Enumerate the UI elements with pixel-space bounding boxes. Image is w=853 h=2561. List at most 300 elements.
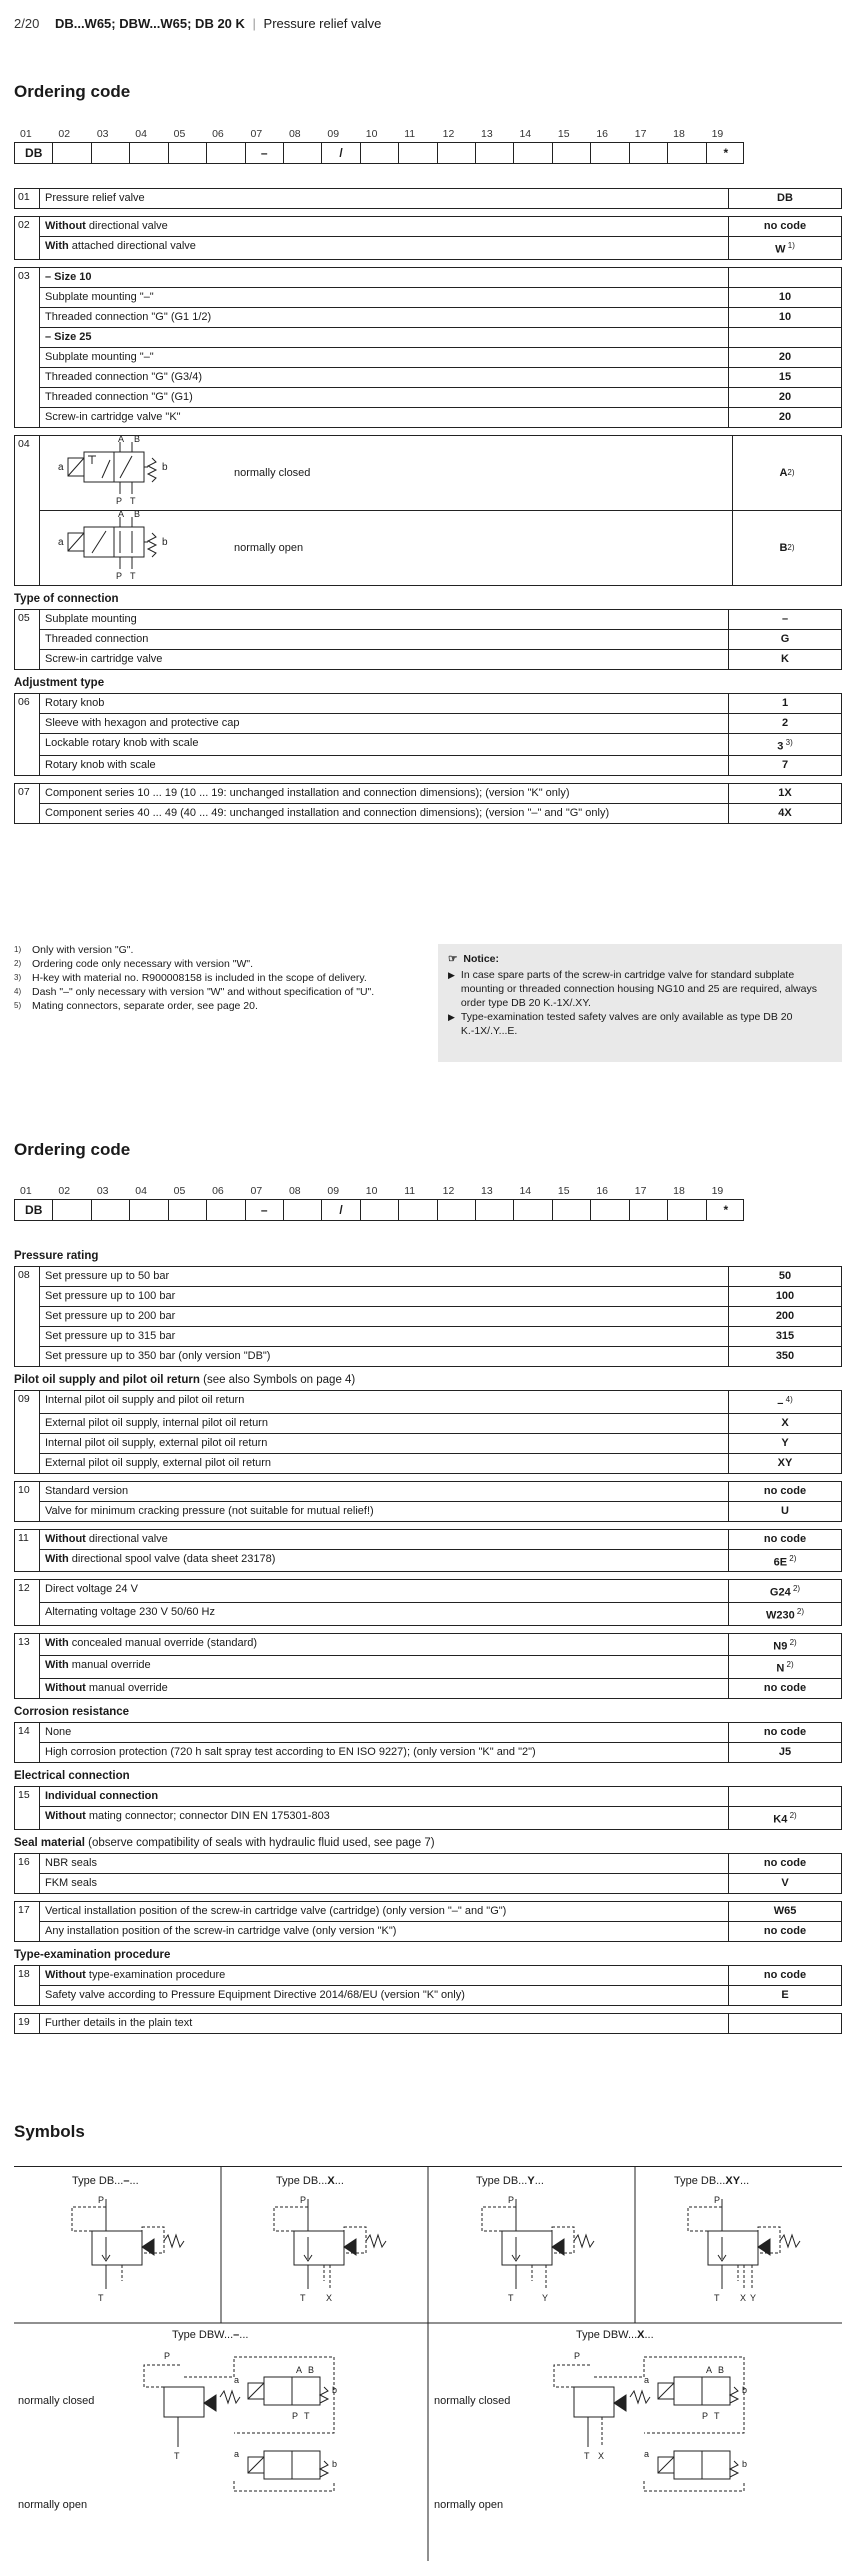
code-row — [40, 694, 841, 714]
notice-item: In case spare parts of the screw-in cartridge valve for standard subplate mounting or threaded connection housing NG10 and 25 are required, always order type DB 20 K.-1X/.XY. — [460, 969, 817, 1009]
code-position-13: 13 — [481, 1185, 493, 1197]
code-row — [40, 610, 841, 630]
code-row — [40, 1502, 841, 1521]
relief-valve-symbol — [688, 2195, 800, 2303]
code-row — [40, 1634, 841, 1657]
option-code — [729, 1787, 841, 1806]
code-position-05: 05 — [173, 128, 186, 140]
option-label: Screw-in cartridge valve "K" — [40, 408, 729, 427]
code-cell — [169, 1200, 207, 1220]
option-code: 15 — [778, 370, 792, 383]
notice-box: ☞ Notice: ▶ In case spare parts of the screw-in cartridge valve for standard subplate mounting or threaded connection housing NG10 and 25 are required, always order type DB 20 K.-1X/.XY. ▶ Type-examination tested safety valves are only available as type DB 20 K.-1X/.Y...E. — [438, 944, 842, 1062]
svg-text:X: X — [740, 2293, 747, 2303]
svg-text:A: A — [118, 434, 125, 445]
code-position-02: 02 — [58, 128, 71, 140]
option-code: K4 $^{2)}$ — [773, 1810, 797, 1826]
svg-text:P: P — [116, 571, 123, 582]
code-row — [40, 217, 841, 237]
option-code: no code — [763, 220, 807, 232]
option-code: 1 — [781, 696, 789, 709]
code-cell — [284, 1200, 322, 1220]
code-cell — [630, 1200, 668, 1220]
group-12 — [14, 1579, 842, 1625]
option-label: Without directional valve — [40, 217, 729, 236]
option-label: Threaded connection "G" (G1 1/2) — [40, 308, 729, 327]
group-number: 06 — [15, 694, 40, 776]
svg-text:Y: Y — [542, 2293, 549, 2303]
group-16 — [14, 1853, 842, 1894]
option-label: Internal pilot oil supply and pilot oil return — [40, 1391, 729, 1413]
heading-type-examination: Type-examination procedure — [14, 1948, 171, 1961]
option-code — [729, 328, 841, 347]
code-row — [40, 511, 841, 585]
option-label: normally closed — [234, 466, 311, 479]
svg-text:B: B — [134, 509, 141, 520]
code-row — [40, 1530, 841, 1550]
dbw-symbol-open — [234, 2449, 337, 2491]
svg-text:T: T — [174, 2451, 180, 2461]
svg-text:a: a — [58, 537, 64, 549]
code-row — [40, 1902, 841, 1922]
code-position-13: 13 — [481, 128, 493, 140]
option-code: W230 $^{2)}$ — [765, 1606, 805, 1622]
option-label: Rotary knob — [40, 694, 729, 713]
code-position-09: 09 — [327, 1185, 340, 1197]
code-cell: / — [322, 1200, 360, 1220]
code-cell — [92, 1200, 130, 1220]
option-code: no code — [763, 1532, 807, 1545]
dbw-symbol — [144, 2351, 337, 2461]
code-cell: – — [246, 1200, 284, 1220]
code-row — [40, 1874, 841, 1893]
notice-icon: ☞ — [448, 953, 458, 965]
group-17 — [14, 1901, 842, 1942]
group-number: 01 — [15, 189, 40, 208]
svg-text:b: b — [742, 2385, 748, 2395]
code-row — [40, 1922, 841, 1941]
code-position-18: 18 — [673, 128, 685, 140]
group-number: 12 — [15, 1580, 40, 1624]
ordering-code-bar — [14, 142, 744, 164]
code-cell — [169, 143, 207, 163]
code-row — [40, 189, 841, 208]
svg-text:b: b — [332, 2459, 338, 2469]
code-position-11: 11 — [404, 128, 416, 140]
page-number: 2/20 — [14, 16, 40, 31]
group-15 — [14, 1786, 842, 1830]
code-position-01: 01 — [20, 128, 32, 140]
group-08 — [14, 1266, 842, 1367]
code-row — [40, 630, 841, 650]
svg-text:T: T — [98, 2293, 104, 2303]
code-row — [40, 1743, 841, 1762]
code-row — [40, 1327, 841, 1347]
label-normally-open: normally open — [18, 2499, 88, 2511]
option-code: N9 $^{2)}$ — [773, 1637, 797, 1653]
valve-symbol-normally-closed — [54, 434, 214, 508]
code-cell — [476, 1200, 514, 1220]
option-label: Vertical installation position of the screw-in cartridge valve (cartridge) (only version "–" and "G") — [40, 1902, 729, 1921]
option-label: With directional spool valve (data sheet 23178) — [40, 1550, 729, 1572]
option-label: Pressure relief valve — [40, 189, 729, 208]
code-position-03: 03 — [96, 128, 109, 140]
svg-text:P: P — [98, 2195, 105, 2205]
group-09 — [14, 1390, 842, 1474]
symbol-caption-dbw: Type DBW...–... — [172, 2329, 249, 2341]
option-code: 20 — [778, 390, 792, 403]
code-cell — [591, 143, 629, 163]
code-row — [40, 1482, 841, 1502]
group-01 — [14, 188, 842, 209]
code-position-03: 03 — [96, 1185, 109, 1197]
code-row — [40, 288, 841, 308]
option-code: B 2) — [732, 511, 841, 585]
option-label: Any installation position of the screw-in cartridge valve (only version "K") — [40, 1922, 729, 1941]
code-cell — [399, 143, 437, 163]
group-11 — [14, 1529, 842, 1573]
footnotes — [14, 943, 414, 1013]
option-label: Threaded connection "G" (G3/4) — [40, 368, 729, 387]
code-position-02: 02 — [58, 1185, 71, 1197]
option-code: no code — [763, 1856, 807, 1869]
code-row — [40, 1807, 841, 1829]
code-row — [40, 368, 841, 388]
ordering-code-table-1 — [14, 188, 842, 831]
option-code: 4X — [778, 807, 792, 820]
code-position-18: 18 — [673, 1185, 685, 1197]
code-row — [40, 1854, 841, 1874]
code-position-19: 19 — [711, 128, 724, 140]
code-cell — [361, 1200, 399, 1220]
option-label: Set pressure up to 315 bar — [40, 1327, 729, 1346]
label-normally-open: normally open — [434, 2499, 504, 2511]
heading-type-of-connection: Type of connection — [14, 592, 119, 605]
option-label: Safety valve according to Pressure Equipment Directive 2014/68/EU (version "K" only) — [40, 1986, 729, 2005]
group-10 — [14, 1481, 842, 1522]
option-label: Internal pilot oil supply, external pilot oil return — [40, 1434, 729, 1453]
option-code: 10 — [778, 310, 792, 323]
code-cell — [591, 1200, 629, 1220]
code-row — [40, 388, 841, 408]
option-code: 1X — [778, 787, 792, 800]
group-number: 04 — [15, 436, 40, 585]
option-label: With concealed manual override (standard) — [40, 1634, 729, 1656]
section-title-ordering-code-1: Ordering code — [14, 82, 131, 101]
option-label: None — [40, 1723, 729, 1742]
option-label: Further details in the plain text — [40, 2014, 729, 2033]
option-label: Standard version — [40, 1482, 729, 1501]
code-position-08: 08 — [288, 128, 301, 140]
option-code: V — [781, 1876, 789, 1889]
option-code: no code — [763, 1484, 807, 1497]
option-label: External pilot oil supply, external pilot oil return — [40, 1454, 729, 1473]
code-cell — [399, 1200, 437, 1220]
code-cell — [130, 1200, 168, 1220]
label-normally-closed: normally closed — [434, 2395, 511, 2407]
option-code: N $^{2)}$ — [776, 1660, 794, 1675]
code-row — [40, 1679, 841, 1698]
svg-text:B: B — [134, 434, 141, 445]
section-title-ordering-code-2: Ordering code — [14, 1140, 131, 1159]
code-row — [40, 650, 841, 669]
code-position-17: 17 — [634, 1185, 647, 1197]
svg-text:b: b — [162, 462, 168, 474]
code-position-12: 12 — [442, 1185, 455, 1197]
code-row — [40, 1603, 841, 1625]
code-row — [40, 784, 841, 804]
option-code: E — [781, 1988, 789, 2001]
code-row — [40, 1580, 841, 1603]
option-label: Set pressure up to 200 bar — [40, 1307, 729, 1326]
option-code: 6E $^{2)}$ — [773, 1553, 797, 1569]
group-number: 18 — [15, 1966, 40, 2005]
group-number: 11 — [15, 1530, 40, 1572]
svg-text:a: a — [644, 2449, 650, 2459]
code-cell — [53, 143, 91, 163]
option-label: Without mating connector; connector DIN EN 175301-803 — [40, 1807, 729, 1829]
option-label: High corrosion protection (720 h salt spray test according to EN ISO 9227); (only version "K" and "2") — [40, 1743, 729, 1762]
code-row — [40, 408, 841, 427]
code-position-10: 10 — [365, 1185, 378, 1197]
code-position-19: 19 — [711, 1185, 724, 1197]
group-number: 02 — [15, 217, 40, 259]
svg-text:P: P — [508, 2195, 515, 2205]
option-code: DB — [777, 192, 793, 204]
code-position-14: 14 — [519, 128, 532, 140]
svg-text:T: T — [130, 571, 136, 582]
code-row — [40, 2014, 841, 2033]
code-position-numbers — [18, 128, 748, 140]
code-cell: * — [723, 146, 729, 160]
option-code: W65 — [773, 1904, 797, 1917]
code-cell: – — [246, 143, 284, 163]
svg-text:P: P — [714, 2195, 721, 2205]
heading-adjustment-type: Adjustment type — [14, 676, 105, 689]
group-04 — [14, 435, 842, 586]
option-label: Individual connection — [40, 1787, 729, 1806]
group-number: 14 — [15, 1723, 40, 1762]
code-cell — [668, 143, 706, 163]
group-number: 16 — [15, 1854, 40, 1893]
symbol-caption-db-y: Type DB...Y... — [476, 2175, 544, 2187]
svg-text:A: A — [706, 2365, 713, 2375]
option-code: U — [781, 1504, 789, 1517]
code-cell — [438, 143, 476, 163]
page-header — [14, 16, 381, 31]
code-cell — [207, 1200, 245, 1220]
code-position-07: 07 — [250, 128, 263, 140]
notice-title: Notice: — [463, 953, 500, 965]
code-row — [40, 1307, 841, 1327]
option-code: K — [781, 652, 789, 665]
option-code: 200 — [775, 1310, 795, 1322]
option-code: 2 — [781, 716, 789, 729]
group-number: 17 — [15, 1902, 40, 1941]
code-cell — [553, 143, 591, 163]
svg-text:T: T — [714, 2293, 720, 2303]
option-label: NBR seals — [40, 1854, 729, 1873]
svg-text:Y: Y — [750, 2293, 757, 2303]
group-number: 03 — [15, 268, 40, 427]
option-code: A 2) — [732, 436, 841, 510]
ordering-code-table-2 — [14, 1245, 842, 2041]
option-label: Subplate mounting — [40, 610, 729, 629]
ordering-code-bar — [14, 1199, 744, 1221]
heading-pressure-rating: Pressure rating — [14, 1250, 99, 1262]
option-code — [729, 2014, 841, 2033]
code-row — [40, 1656, 841, 1679]
group-19 — [14, 2013, 842, 2034]
svg-text:T: T — [304, 2411, 310, 2421]
code-position-06: 06 — [212, 128, 224, 140]
code-position-16: 16 — [596, 128, 608, 140]
symbol-caption-db: Type DB...–... — [72, 2175, 139, 2187]
code-cell — [514, 143, 552, 163]
code-cell — [630, 143, 668, 163]
option-label: normally open — [234, 541, 304, 554]
svg-text:X: X — [598, 2451, 605, 2461]
code-row — [40, 1287, 841, 1307]
option-label: With manual override — [40, 1656, 729, 1678]
svg-text:T: T — [714, 2411, 720, 2421]
code-position-16: 16 — [596, 1185, 608, 1197]
option-code: J5 — [778, 1745, 792, 1758]
symbols-grid — [14, 2166, 842, 2561]
svg-text:P: P — [292, 2411, 299, 2421]
group-number: 05 — [15, 610, 40, 669]
option-code: no code — [763, 1968, 807, 1981]
code-row — [40, 1550, 841, 1572]
code-cell — [668, 1200, 706, 1220]
svg-text:b: b — [742, 2459, 748, 2469]
option-label: Alternating voltage 230 V 50/60 Hz — [40, 1603, 729, 1625]
svg-text:T: T — [300, 2293, 306, 2303]
code-position-05: 05 — [173, 1185, 186, 1197]
option-code: 100 — [775, 1290, 795, 1302]
symbol-caption-db-xy: Type DB...XY... — [674, 2175, 750, 2187]
heading-seal-material: Seal material (observe compatibility of seals with hydraulic fluid used, see page 7) — [14, 1836, 435, 1849]
footnote: 5) Mating connectors, separate order, see page 20. — [14, 1000, 258, 1012]
option-label: Lockable rotary knob with scale — [40, 734, 729, 756]
svg-text:P: P — [702, 2411, 709, 2421]
svg-text:a: a — [644, 2375, 650, 2385]
relief-valve-symbol — [274, 2195, 386, 2303]
footnote: 1) Only with version "G". — [14, 944, 134, 956]
option-label: – Size 10 — [40, 268, 729, 287]
option-code: 20 — [778, 410, 792, 423]
option-code: no code — [763, 1924, 807, 1937]
svg-text:T: T — [584, 2451, 590, 2461]
group-number: 10 — [15, 1482, 40, 1521]
code-cell — [207, 143, 245, 163]
option-label: Without directional valve — [40, 1530, 729, 1549]
option-code: 20 — [778, 350, 792, 363]
svg-text:T: T — [130, 496, 136, 507]
option-code: – — [781, 612, 789, 625]
svg-text:P: P — [300, 2195, 307, 2205]
footnote: 3) H-key with material no. R900008158 is included in the scope of delivery. — [14, 972, 367, 984]
code-position-09: 09 — [327, 128, 340, 140]
code-row — [40, 237, 841, 259]
option-label: Without manual override — [40, 1679, 729, 1698]
option-label: Without type-examination procedure — [40, 1966, 729, 1985]
group-06 — [14, 693, 842, 777]
code-row — [40, 1966, 841, 1986]
heading-electrical-connection: Electrical connection — [14, 1769, 130, 1782]
option-label: Set pressure up to 100 bar — [40, 1287, 729, 1306]
code-cell — [553, 1200, 591, 1220]
code-row — [40, 436, 841, 511]
option-code: X — [781, 1416, 789, 1429]
label-normally-closed: normally closed — [18, 2395, 95, 2407]
option-code: XY — [777, 1456, 793, 1469]
group-03 — [14, 267, 842, 428]
option-label: Subplate mounting "–" — [40, 288, 729, 307]
notice-item: Type-examination tested safety valves are only available as type DB 20 K.-1X/.Y...E. — [460, 1011, 793, 1037]
svg-text:X: X — [326, 2293, 333, 2303]
code-position-15: 15 — [557, 128, 570, 140]
symbols-drawing — [14, 2167, 842, 2561]
option-label: FKM seals — [40, 1874, 729, 1893]
code-row — [40, 1347, 841, 1366]
group-number: 07 — [15, 784, 40, 823]
option-label: Direct voltage 24 V — [40, 1580, 729, 1602]
option-code: 3 $^{3)}$ — [777, 737, 793, 753]
option-code: – $^{4)}$ — [777, 1395, 793, 1410]
group-number: 09 — [15, 1391, 40, 1473]
group-13 — [14, 1633, 842, 1699]
option-label: Sleeve with hexagon and protective cap — [40, 714, 729, 733]
option-code: 50 — [778, 1270, 792, 1282]
symbol-caption-db-x: Type DB...X... — [276, 2175, 344, 2187]
code-row — [40, 756, 841, 775]
option-label: Set pressure up to 350 bar (only version "DB") — [40, 1347, 729, 1366]
svg-text:B: B — [718, 2365, 725, 2375]
group-number: 15 — [15, 1787, 40, 1829]
option-code: G — [780, 632, 790, 645]
dbw-symbol — [554, 2351, 747, 2461]
group-07 — [14, 783, 842, 824]
group-18 — [14, 1965, 842, 2006]
code-row — [40, 348, 841, 368]
option-label: Component series 10 ... 19 (10 ... 19: unchanged installation and connection dimensions); (version "K" only) — [40, 784, 729, 803]
svg-text:b: b — [332, 2385, 338, 2395]
option-label: Rotary knob with scale — [40, 756, 729, 775]
code-cell — [284, 143, 322, 163]
code-cell — [361, 143, 399, 163]
option-label: With attached directional valve — [40, 237, 729, 259]
code-position-14: 14 — [519, 1185, 532, 1197]
valve-symbol-normally-open — [54, 509, 214, 583]
svg-text:a: a — [234, 2449, 240, 2459]
option-code: G24 $^{2)}$ — [769, 1584, 801, 1599]
option-code: 315 — [775, 1330, 795, 1342]
option-label: Valve for minimum cracking pressure (not suitable for mutual relief!) — [40, 1502, 729, 1521]
code-position-11: 11 — [404, 1185, 416, 1197]
code-position-07: 07 — [250, 1185, 263, 1197]
group-number: 08 — [15, 1267, 40, 1366]
footnote: 4) Dash "–" only necessary with version "W" and without specification of "U". — [14, 986, 375, 998]
code-cell — [92, 143, 130, 163]
code-position-10: 10 — [365, 128, 378, 140]
group-14 — [14, 1722, 842, 1763]
group-number: 13 — [15, 1634, 40, 1698]
code-cell — [53, 1200, 91, 1220]
code-cell: * — [723, 1203, 729, 1217]
option-label: Subplate mounting "–" — [40, 348, 729, 367]
doc-title: DB...W65; DBW...W65; DB 20 K — [54, 16, 245, 31]
code-row — [40, 268, 841, 288]
